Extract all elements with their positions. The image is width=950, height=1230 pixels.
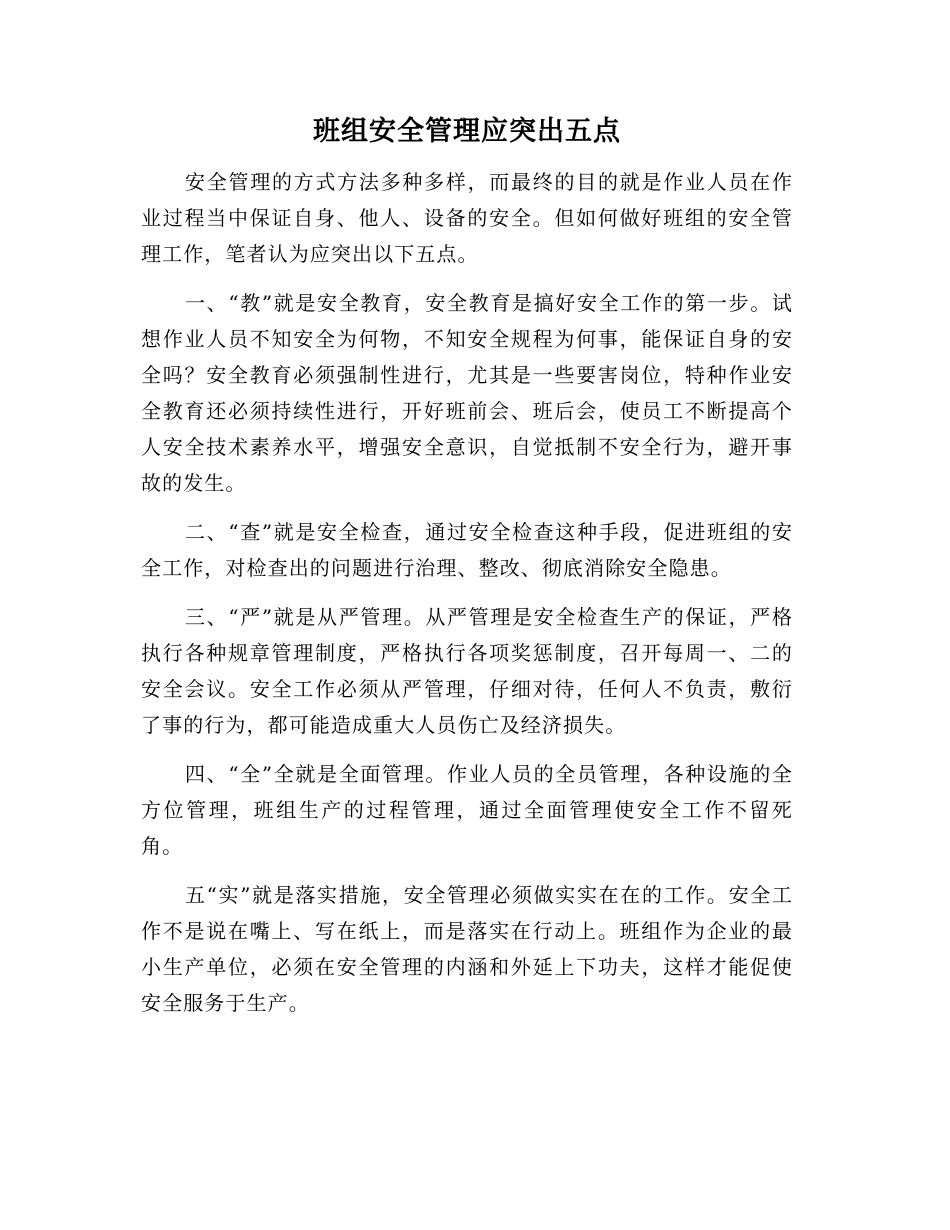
paragraph-point-3: 三、“严”就是从严管理。从严管理是安全检查生产的保证，严格执行各种规章管理制度，严格执行各项奖惩制度，召开每周一、二的安全会议。安全工作必须从严管理，仔细对待，任何人不负责，敷衍了事的行为，都可能造成重大人员伤亡及经济损失。 bbox=[141, 605, 793, 737]
paragraph-point-4: 四、“全”全就是全面管理。作业人员的全员管理，各种设施的全方位管理，班组生产的过程管理，通过全面管理使安全工作不留死角。 bbox=[141, 762, 793, 858]
paragraph-point-5: 五“实”就是落实措施，安全管理必须做实实在在的工作。安全工作不是说在嘴上、写在纸上，而是落实在行动上。班组作为企业的最小生产单位，必须在安全管理的内涵和外延上下功夫，这样才能促使安全服务于生产。 bbox=[141, 883, 793, 1015]
paragraph-point-2: 二、“查”就是安全检查，通过安全检查这种手段，促进班组的安全工作，对检查出的问题进行治理、整改、彻底消除安全隐患。 bbox=[141, 520, 793, 580]
document-page bbox=[141, 110, 793, 1034]
paragraph-intro: 安全管理的方式方法多种多样，而最终的目的就是作业人员在作业过程当中保证自身、他人、设备的安全。但如何做好班组的安全管理工作，笔者认为应突出以下五点。 bbox=[141, 170, 793, 266]
paragraph-point-1: 一、“教”就是安全教育，安全教育是搞好安全工作的第一步。试想作业人员不知安全为何物，不知安全规程为何事，能保证自身的安全吗？安全教育必须强制性进行，尤其是一些要害岗位，特种作业安全教育还必须持续性进行，开好班前会、班后会，使员工不断提高个人安全技术素养水平，增强安全意识，自觉抵制不安全行为，避开事故的发生。 bbox=[141, 291, 793, 495]
document-title: 班组安全管理应突出五点 bbox=[313, 116, 621, 147]
